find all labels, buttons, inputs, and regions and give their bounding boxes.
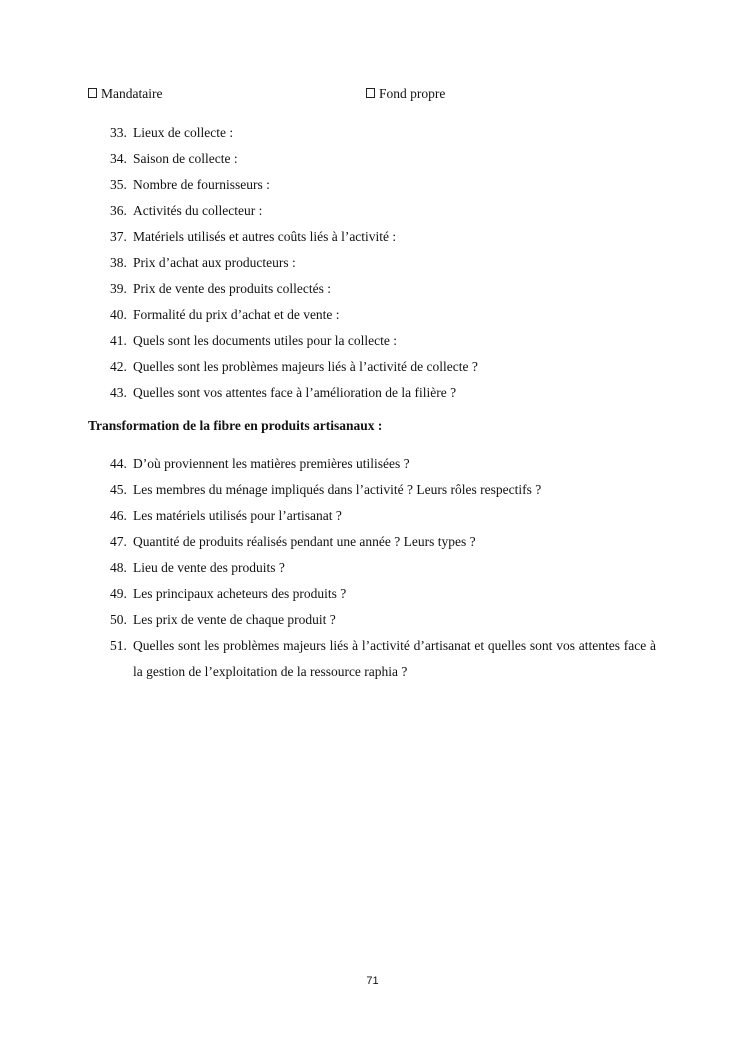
item-text: Activités du collecteur : [133, 203, 263, 218]
item-number: 43. [110, 385, 127, 400]
list-item [110, 328, 656, 354]
list-item [110, 503, 656, 529]
checkbox-mandataire[interactable] [88, 88, 97, 98]
list-item [110, 276, 656, 302]
transformation-question-list [110, 451, 656, 685]
option-fond-propre-label: Fond propre [379, 86, 446, 101]
item-text: Prix d’achat aux producteurs : [133, 255, 296, 270]
list-item [110, 302, 656, 328]
list-item [110, 250, 656, 276]
list-item [110, 380, 656, 406]
item-text: Formalité du prix d’achat et de vente : [133, 307, 340, 322]
list-item [110, 224, 656, 250]
page-number: 71 [366, 975, 379, 987]
item-number: 45. [110, 482, 127, 497]
item-text: Lieu de vente des produits ? [133, 560, 285, 575]
item-number: 49. [110, 586, 127, 601]
item-text: Quelles sont les problèmes majeurs liés à l’activité de collecte ? [133, 359, 478, 374]
item-text: Les prix de vente de chaque produit ? [133, 612, 336, 627]
item-number: 44. [110, 456, 127, 471]
list-item [110, 555, 656, 581]
list-item [110, 451, 656, 477]
item-number: 34. [110, 151, 127, 166]
list-item [110, 529, 656, 555]
item-number: 47. [110, 534, 127, 549]
checkbox-fond-propre[interactable] [366, 88, 375, 98]
item-number: 35. [110, 177, 127, 192]
item-text: D’où proviennent les matières premières utilisées ? [133, 456, 410, 471]
item-text: Lieux de collecte : [133, 125, 234, 140]
item-text: Quantité de produits réalisés pendant une année ? Leurs types ? [133, 534, 476, 549]
list-item [110, 146, 656, 172]
item-text: Les principaux acheteurs des produits ? [133, 586, 347, 601]
list-item [110, 477, 656, 503]
item-number: 36. [110, 203, 127, 218]
list-item [110, 172, 656, 198]
item-number: 33. [110, 125, 127, 140]
item-number: 41. [110, 333, 127, 348]
option-fond-propre[interactable] [366, 86, 445, 102]
option-mandataire[interactable] [88, 86, 162, 102]
item-number: 38. [110, 255, 127, 270]
list-item [110, 198, 656, 224]
item-number: 48. [110, 560, 127, 575]
item-text: Prix de vente des produits collectés : [133, 281, 331, 296]
item-number: 40. [110, 307, 127, 322]
list-item [110, 354, 656, 380]
item-number: 42. [110, 359, 127, 374]
list-item [110, 607, 656, 633]
item-text: Les membres du ménage impliqués dans l’activité ? Leurs rôles respectifs ? [133, 482, 542, 497]
section-title: Transformation de la fibre en produits artisanaux : [88, 418, 383, 433]
list-item [110, 120, 656, 146]
item-number: 50. [110, 612, 127, 627]
item-text: Nombre de fournisseurs : [133, 177, 270, 192]
source-options [88, 86, 608, 108]
item-number: 37. [110, 229, 127, 244]
item-text: Matériels utilisés et autres coûts liés à l’activité : [133, 229, 397, 244]
item-text: Quelles sont les problèmes majeurs liés à l’activité d’artisanat et quelles sont vos attentes face à la gestion de l’exploitation de la ressource raphia ? [133, 638, 656, 679]
option-mandataire-label: Mandataire [101, 86, 163, 101]
list-item [110, 633, 656, 685]
item-text: Saison de collecte : [133, 151, 238, 166]
list-item [110, 581, 656, 607]
item-number: 46. [110, 508, 127, 523]
collecte-question-list [110, 120, 656, 406]
item-text: Quels sont les documents utiles pour la collecte : [133, 333, 397, 348]
item-number: 39. [110, 281, 127, 296]
item-text: Les matériels utilisés pour l’artisanat ? [133, 508, 342, 523]
item-number: 51. [110, 638, 127, 653]
item-text: Quelles sont vos attentes face à l’amélioration de la filière ? [133, 385, 457, 400]
